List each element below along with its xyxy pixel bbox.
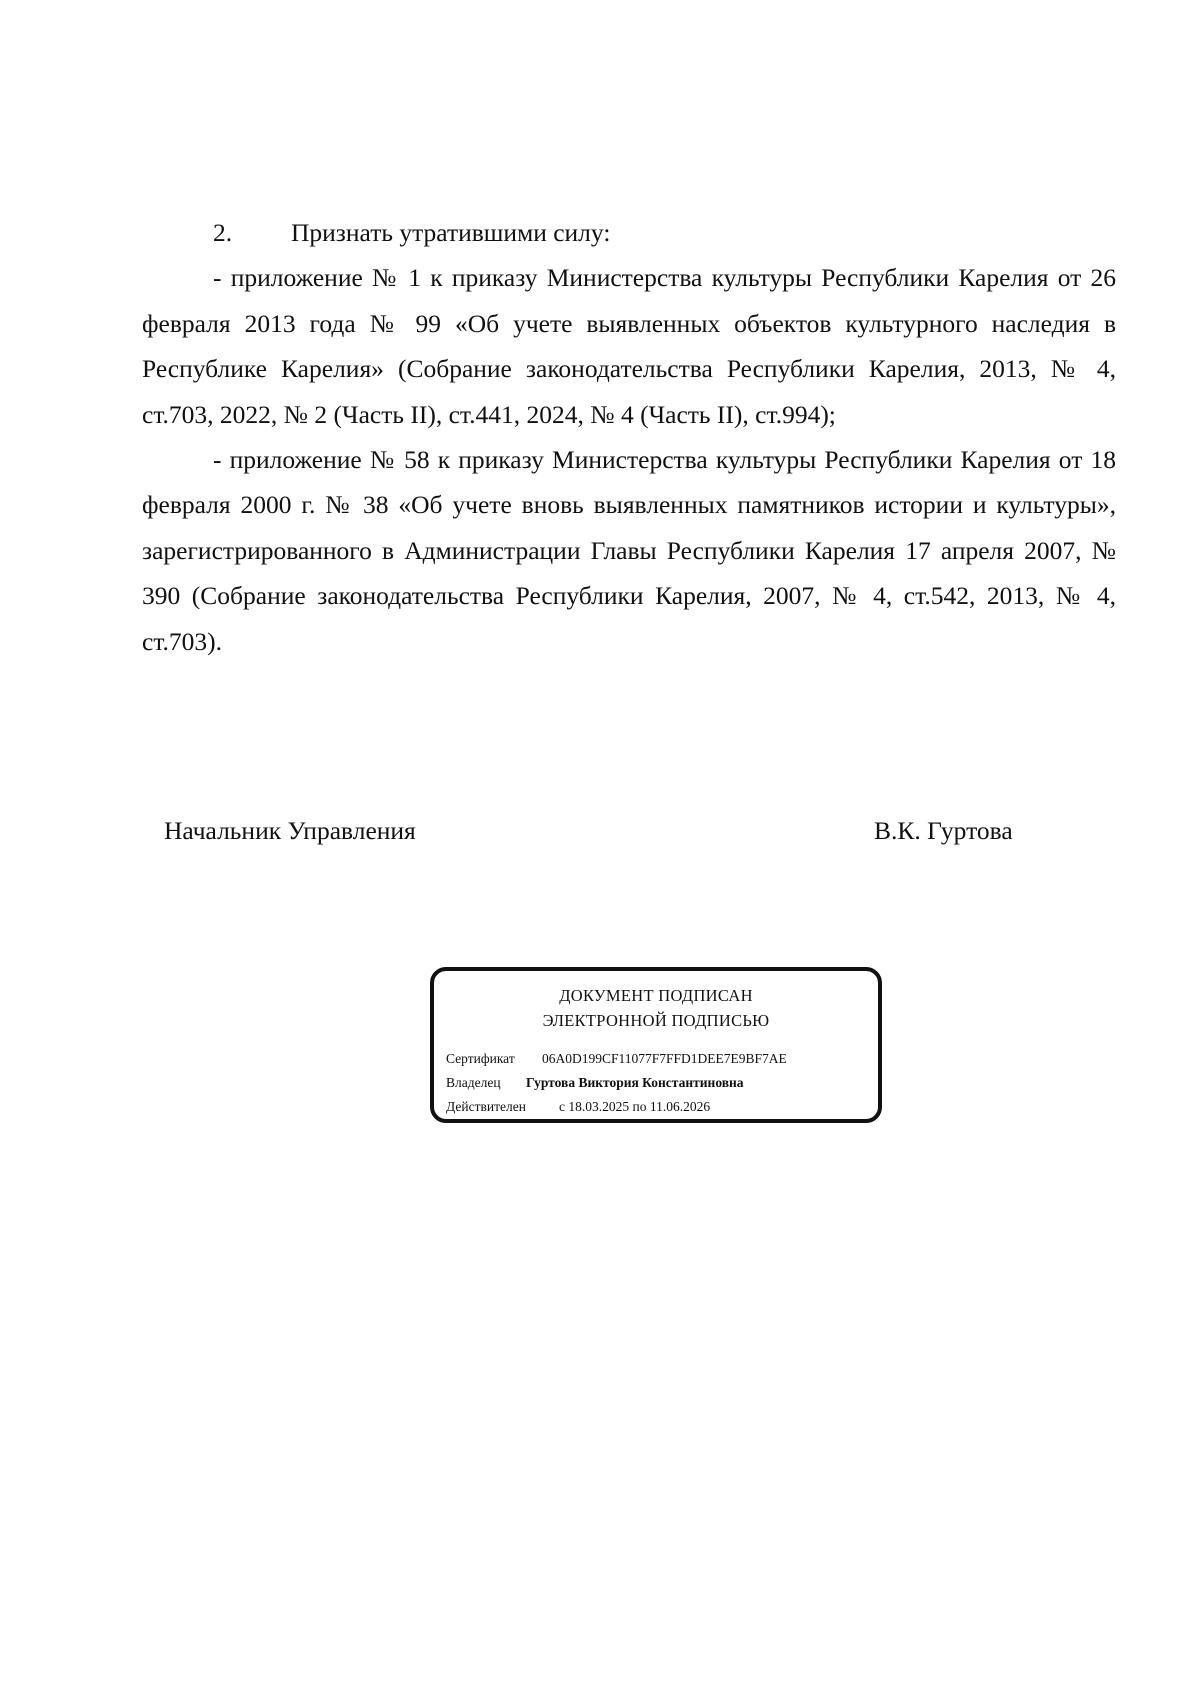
signer-position: Начальник Управления [164,816,416,845]
certificate-label: Сертификат [446,1051,515,1066]
owner-value: Гуртова Виктория Константиновна [526,1075,744,1090]
signer-name: В.К. Гуртова [874,816,1013,845]
owner-label: Владелец [446,1075,501,1090]
stamp-title [434,983,878,1033]
paragraph-appendix-58: - приложение № 58 к приказу Министерства культуры Республики Карелия от 18 февраля 2000 г. № 38 «Об учете вновь выявленных памятников истории и культуры», зарегистрированного в Администрации Главы Республики Карелия 17 апреля 2007, № 390 (Собрание законодательства Республики Карелия, 2007, № 4, ст.542, 2013, № 4, ст.703). [142,445,1116,656]
document-body [142,210,1116,664]
certificate-value: 06A0D199CF11077F7FFD1DEE7E9BF7AE [542,1051,787,1066]
list-item-2 [142,210,1116,255]
stamp-owner-row [446,1075,744,1091]
item-text: Признать утратившими силу: [291,218,611,247]
valid-value: с 18.03.2025 по 11.06.2026 [559,1099,711,1114]
stamp-certificate-row [446,1051,787,1067]
paragraph-appendix-1: - приложение № 1 к приказу Министерства культуры Республики Карелия от 26 февраля 2013 года № 99 «Об учете выявленных объектов культурного наследия в Республике Карелия» (Собрание законодательства Республики Карелия, 2013, № 4, ст.703, 2022, № 2 (Часть II), ст.441, 2024, № 4 (Часть II), ст.994); [142,263,1116,429]
stamp-title-line-1: ДОКУМЕНТ ПОДПИСАН [559,986,753,1005]
valid-label: Действителен [446,1099,526,1114]
stamp-title-line-2: ЭЛЕКТРОННОЙ ПОДПИСЬЮ [542,1011,770,1030]
item-number: 2. [213,218,233,247]
electronic-signature-stamp [430,967,882,1123]
stamp-validity-row [446,1099,710,1115]
